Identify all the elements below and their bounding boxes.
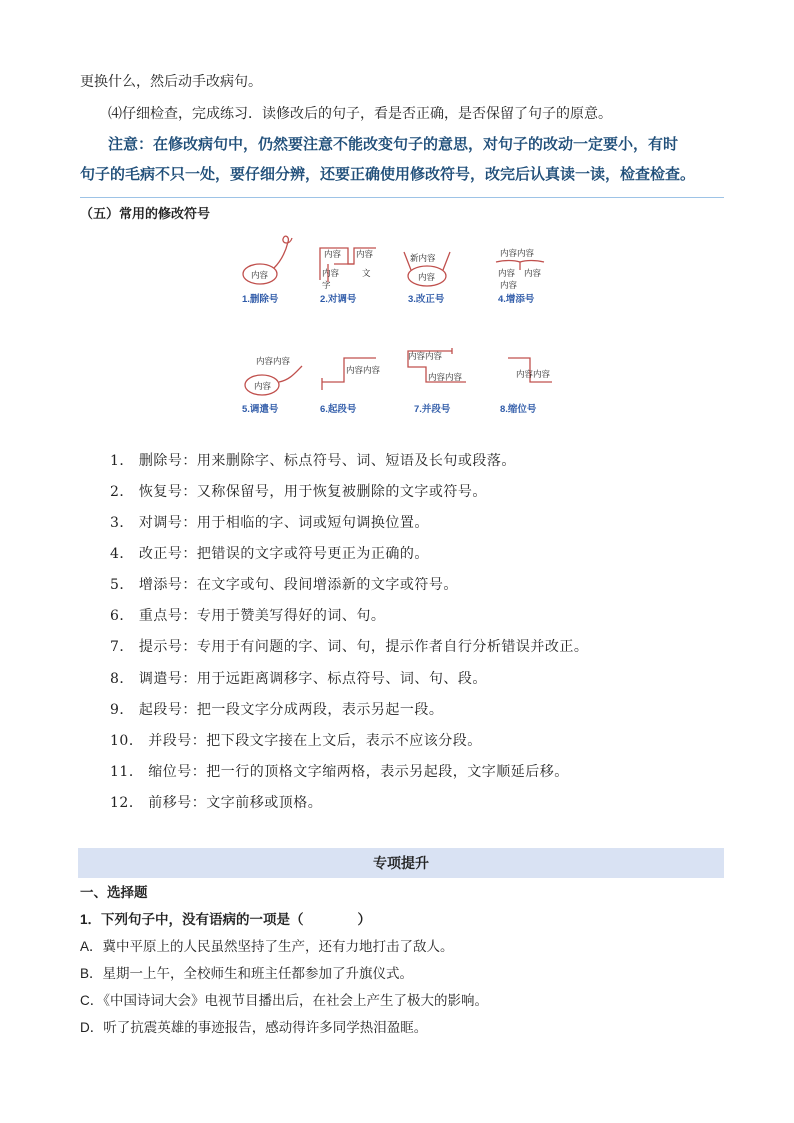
list-item-3: 3． 对调号：用于相临的字、词或短句调换位置。 xyxy=(110,515,429,531)
list-item-4: 4． 改正号：把错误的文字或符号更正为正确的。 xyxy=(110,546,429,562)
option-d: D．听了抗震英雄的事迹报告，感动得许多同学热泪盈眶。 xyxy=(80,1020,428,1035)
band-title: 专项提升 xyxy=(373,855,429,871)
list-item-7: 7． 提示号：专用于有问题的字、词、句，提示作者自行分析错误并改正。 xyxy=(110,639,589,655)
list-item-9: 9． 起段号：把一段文字分成两段，表示另起一段。 xyxy=(110,702,444,718)
list-item-2: 2． 恢复号：又称保留号，用于恢复被删除的文字或符号。 xyxy=(110,484,487,500)
insert-sample-2: 内容 xyxy=(524,269,542,279)
swap-sample-1: 内容 xyxy=(324,250,342,260)
move-source-text: 内容 xyxy=(254,382,272,392)
caption-swap: 2.对调号 xyxy=(320,294,357,305)
swap-sample-3: 内容 xyxy=(322,269,340,279)
delete-sample-text: 内容 xyxy=(251,271,269,281)
swap-sample-char2: 字 xyxy=(322,281,331,291)
note-line-1: 注意：在修改病句中，仍然要注意不能改变句子的意思，对句子的改动一定要小，有时 xyxy=(108,135,679,153)
exercise-heading: 一、选择题 xyxy=(80,885,148,900)
option-c: C．《中国诗词大会》电视节目播出后，在社会上产生了极大的影响。 xyxy=(80,993,488,1008)
caption-replace: 3.改正号 xyxy=(408,294,445,305)
replace-new-text: 新内容 xyxy=(410,254,436,264)
merge-text-2: 内容内容 xyxy=(428,373,463,383)
insert-sample-1: 内容 xyxy=(498,269,516,279)
swap-sample-2: 内容 xyxy=(356,250,374,260)
new-paragraph-text: 内容内容 xyxy=(346,366,381,376)
intro-line-2: ⑷仔细检查，完成练习．读修改后的句子，看是否正确，是否保留了句子的原意。 xyxy=(108,106,612,122)
insert-new-text: 内容内容 xyxy=(500,249,535,259)
intro-line-1: 更换什么，然后动手改病句。 xyxy=(80,74,262,90)
list-item-11: 11． 缩位号：把一行的顶格文字缩两格，表示另起段，文字顺延后移。 xyxy=(110,764,569,780)
merge-text-1: 内容内容 xyxy=(408,352,443,362)
caption-new-paragraph: 6.起段号 xyxy=(320,404,357,415)
delete-mark-tail xyxy=(274,236,292,268)
caption-indent: 8.缩位号 xyxy=(500,404,537,415)
list-item-8: 8． 调遣号：用于远距离调移字、标点符号、词、句、段。 xyxy=(110,671,487,687)
caption-insert: 4.增添号 xyxy=(498,294,535,305)
insert-mark-brace xyxy=(496,261,544,263)
swap-sample-char: 文 xyxy=(362,269,371,279)
section-band xyxy=(78,848,724,878)
list-item-6: 6． 重点号：专用于赞美写得好的词、句。 xyxy=(110,608,386,624)
correction-symbols-figure xyxy=(230,230,570,420)
option-b: B．星期一上午，全校师生和班主任都参加了升旗仪式。 xyxy=(80,966,414,981)
list-item-1: 1． 删除号：用来删除字、标点符号、词、短语及长句或段落。 xyxy=(110,453,516,469)
note-line-2: 句子的毛病不只一处，要仔细分辨，还要正确使用修改符号，改完后认真读一读，检查检查。 xyxy=(80,165,696,183)
indent-text: 内容内容 xyxy=(516,370,551,380)
divider xyxy=(80,197,724,198)
option-a: A．冀中平原上的人民虽然坚持了生产，还有力地打击了敌人。 xyxy=(80,939,454,954)
list-item-5: 5． 增添号：在文字或句、段间增添新的文字或符号。 xyxy=(110,577,458,593)
section-title: （五）常用的修改符号 xyxy=(80,206,211,221)
insert-sample-char: 内容 xyxy=(500,281,518,291)
caption-move: 5.调遣号 xyxy=(242,404,279,415)
question-1: 1．下列句子中，没有语病的一项是（ ） xyxy=(80,912,372,927)
move-mark-arrow xyxy=(279,366,302,382)
caption-merge: 7.并段号 xyxy=(414,404,451,415)
caption-delete: 1.删除号 xyxy=(242,294,279,305)
list-item-12: 12． 前移号：文字前移或顶格。 xyxy=(110,795,323,811)
list-item-10: 10． 并段号：把下段文字接在上文后，表示不应该分段。 xyxy=(110,733,482,749)
move-target-text: 内容内容 xyxy=(256,357,291,367)
replace-old-text: 内容 xyxy=(418,273,436,283)
